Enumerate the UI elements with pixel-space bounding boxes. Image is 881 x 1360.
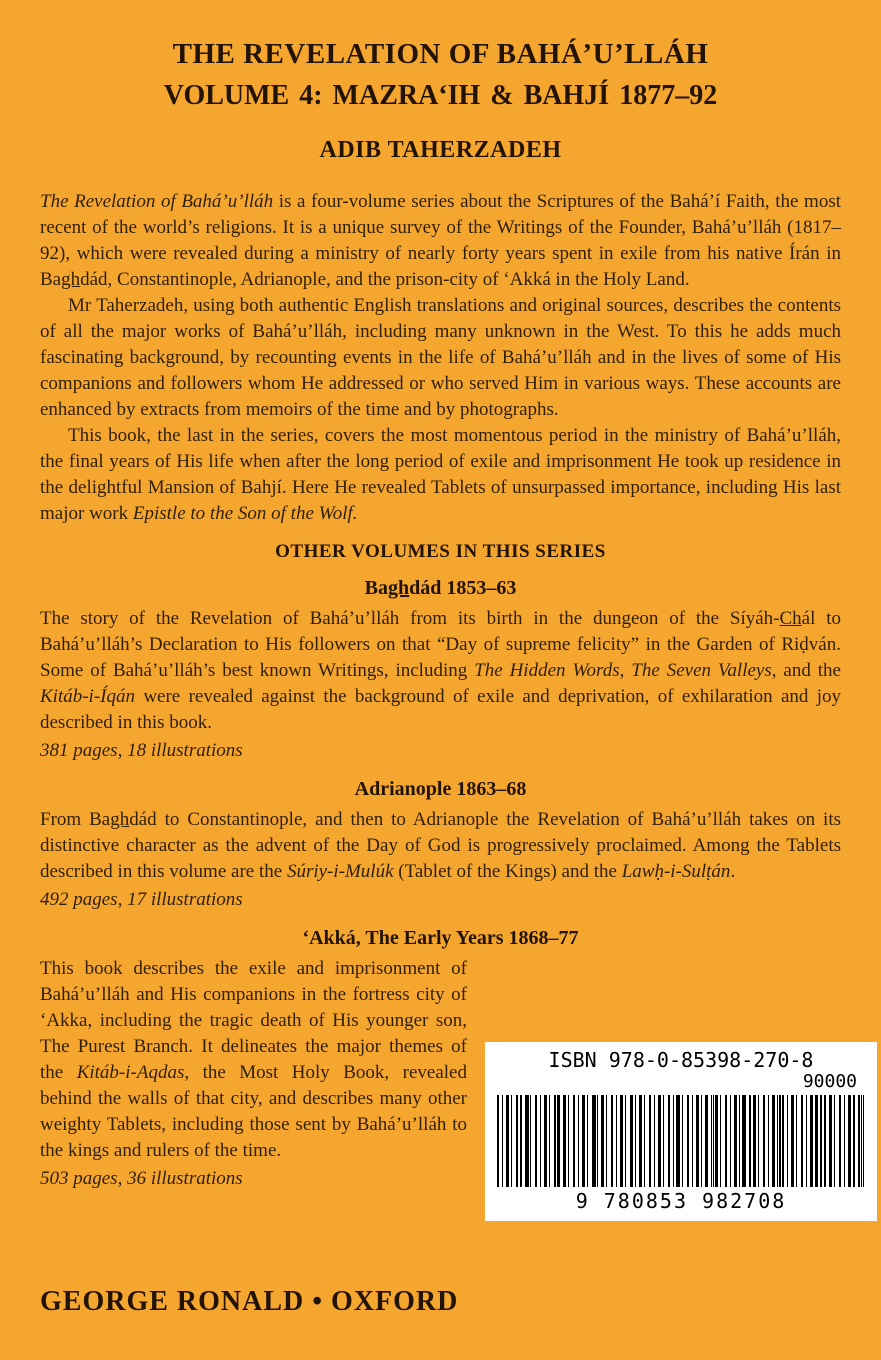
volume-section-adrianople: [40, 778, 841, 913]
intro-paragraph-1: The Revelation of Bahá’u’lláh is a four-volume series about the Scriptures of the Bahá’í Faith, the most recent of the world’s religions. It is a unique survey of the Writings of the Founder, Bahá’u’lláh (1817–92), which were revealed during a ministry of nearly forty years spent in exile from his native Írán in Baghdád, Constantinople, Adrianople, and the prison-city of ‘Akká in the Holy Land.: [40, 191, 841, 291]
publisher-imprint: GEORGE RONALD • OXFORD: [40, 1286, 459, 1317]
pages-note-adrianople: 492 pages, 17 illustrations: [40, 889, 243, 911]
pages-note-akka: 503 pages, 36 illustrations: [40, 1168, 243, 1190]
volume-title-baghdad: Baghdád 1853–63: [364, 577, 517, 600]
volume-description-baghdad: The story of the Revelation of Bahá’u’lláh from its birth in the dungeon of the Síyáh-Chál to Bahá’u’lláh’s Declaration to His followers on that “Day of supreme felicity” in the Garden of Riḍván. Some of Bahá’u’lláh’s best known Writings, including The Hidden Words, The Seven Valleys, and the Kitáb-i-Íqán were revealed against the background of exile and deprivation, of exhilaration and joy described in this book.: [40, 608, 841, 734]
volume-section-baghdad: [40, 577, 841, 764]
barcode-bars-icon: [497, 1095, 865, 1187]
author-name: ADIB TAHERZADEH: [319, 137, 562, 164]
volume-section-akka: [40, 927, 857, 1214]
barcode-digits: 9 780853 982708: [575, 1189, 787, 1214]
series-heading: OTHER VOLUMES IN THIS SERIES: [275, 541, 606, 563]
volume-description-adrianople: From Baghdád to Constantinople, and then to Adrianople the Revelation of Bahá’u’lláh takes on its distinctive character as the advent of the Day of God is progressively proclaimed. Among the Tablets described in this volume are the Súriy-i-Mulúk (Tablet of the Kings) and the Lawḥ-i-Sulṭán.: [40, 809, 841, 883]
barcode-panel: [485, 1042, 877, 1221]
book-title: THE REVELATION OF BAHÁ’U’LLÁH: [172, 38, 709, 70]
volume-title-adrianople: Adrianople 1863–68: [354, 778, 527, 801]
volume-title-akka: ‘Akká, The Early Years 1868–77: [302, 927, 579, 950]
intro-paragraph-3: This book, the last in the series, covers the most momentous period in the ministry of Bahá’u’lláh, the final years of His life when after the long period of exile and imprisonment He took up residence in the delightful Mansion of Bahjí. Here He revealed Tablets of unsurpassed importance, including His last major work Epistle to the Son of the Wolf.: [40, 425, 841, 525]
book-subtitle: VOLUME 4: MAZRA‘IH & BAHJÍ 1877–92: [163, 80, 718, 112]
intro-paragraph-2: Mr Taherzadeh, using both authentic English translations and original sources, describes the contents of all the major works of Bahá’u’lláh, including many unknown in the West. To this he adds much fascinating background, by recounting events in the life of Bahá’u’lláh and in the lives of some of His companions and followers whom He addressed or who served Him in various ways. These accounts are enhanced by extracts from memoirs of the time and by photographs.: [40, 295, 841, 421]
volume-description-akka: This book describes the exile and imprisonment of Bahá’u’lláh and His companions in the fortress city of ‘Akka, including the tragic death of His younger son, The Purest Branch. It delineates the major themes of the Kitáb-i-Aqdas, the Most Holy Book, revealed behind the walls of that city, and describes many other weighty Tablets, including those sent by Bahá’u’lláh to the kings and rulers of the time.: [40, 958, 467, 1162]
barcode-price-code: 90000: [802, 1071, 857, 1093]
isbn-number: ISBN 978-0-85398-270-8: [548, 1048, 814, 1073]
pages-note-baghdad: 381 pages, 18 illustrations: [40, 740, 243, 762]
